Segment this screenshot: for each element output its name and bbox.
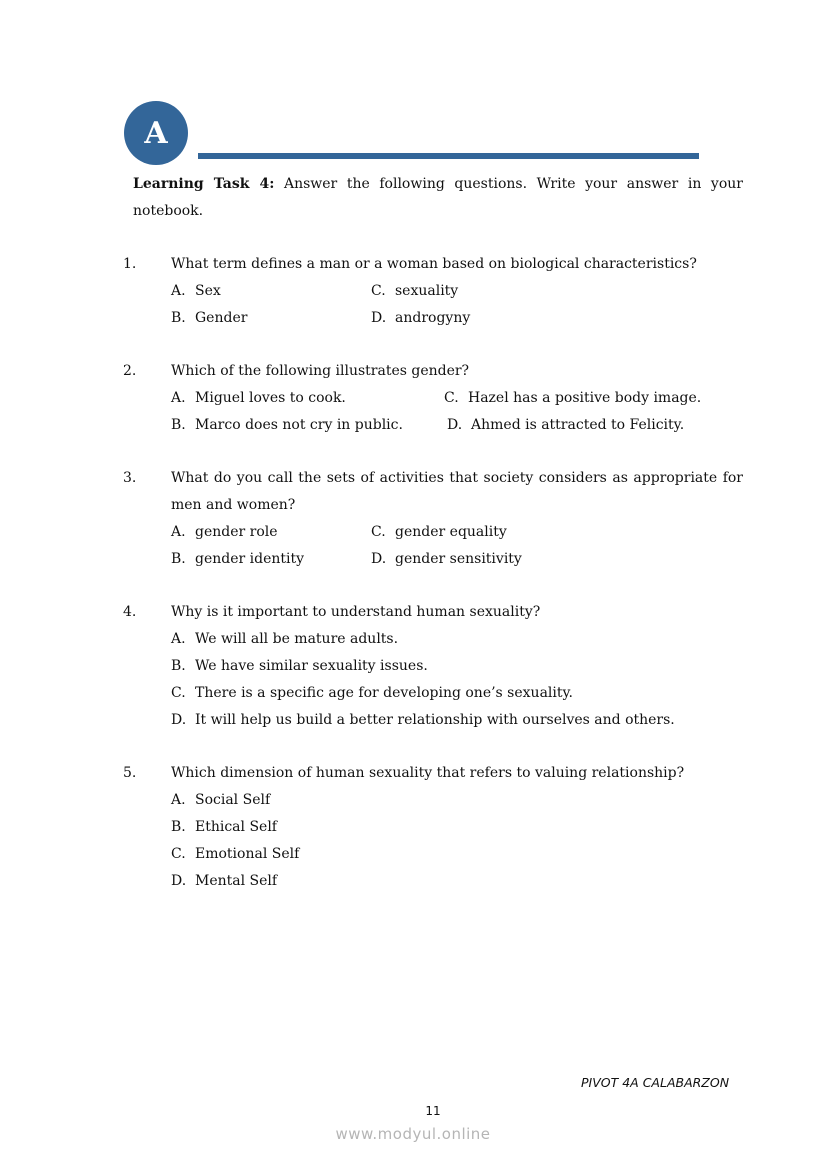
option-text: Sex <box>195 283 221 299</box>
question-number: 4. <box>123 604 137 620</box>
option-text: Emotional Self <box>195 846 300 862</box>
option-b <box>171 653 743 680</box>
option-text: gender role <box>195 524 278 540</box>
question-4 <box>123 599 743 734</box>
option-b <box>171 412 444 439</box>
option-letter: A. <box>171 390 186 406</box>
option-text: sexuality <box>395 283 459 299</box>
option-letter: D. <box>371 310 387 326</box>
question-number: 1. <box>123 256 137 272</box>
option-letter: C. <box>171 846 186 862</box>
option-letter: B. <box>171 310 186 326</box>
header-rule <box>198 153 699 159</box>
question-text: Which dimension of human sexuality that refers to valuing relationship? <box>171 765 685 781</box>
option-text: Gender <box>195 310 248 326</box>
option-text: Marco does not cry in public. <box>195 417 403 433</box>
question-list <box>123 251 743 921</box>
option-text: Social Self <box>195 792 271 808</box>
question-text: Why is it important to understand human sexuality? <box>171 604 541 620</box>
option-letter: A. <box>171 792 186 808</box>
option-text: gender sensitivity <box>395 551 522 567</box>
option-text: gender equality <box>395 524 507 540</box>
question-number: 2. <box>123 363 137 379</box>
option-letter: D. <box>447 417 463 433</box>
option-a <box>171 278 371 305</box>
task-instructions <box>133 171 743 225</box>
option-a <box>171 385 444 412</box>
option-b <box>171 546 371 573</box>
option-letter: D. <box>171 712 187 728</box>
option-text: There is a specific age for developing one’s sexuality. <box>195 685 573 701</box>
option-c <box>171 680 743 707</box>
question-number: 5. <box>123 765 137 781</box>
option-b <box>171 814 743 841</box>
option-d <box>171 707 743 734</box>
question-5 <box>123 760 743 895</box>
option-d <box>371 305 743 332</box>
option-text: Ahmed is attracted to Felicity. <box>471 417 685 433</box>
option-letter: D. <box>171 873 187 889</box>
option-a <box>171 519 371 546</box>
option-letter: A. <box>171 283 186 299</box>
option-text: Miguel loves to cook. <box>195 390 346 406</box>
badge-letter: A <box>144 115 168 151</box>
section-badge <box>124 101 188 165</box>
option-a <box>171 626 743 653</box>
option-text: It will help us build a better relationship with ourselves and others. <box>195 712 675 728</box>
option-text: androgyny <box>395 310 471 326</box>
option-text: Ethical Self <box>195 819 277 835</box>
option-c <box>371 519 743 546</box>
question-2 <box>123 358 743 439</box>
option-text: Hazel has a positive body image. <box>468 390 702 406</box>
option-c <box>371 278 743 305</box>
task-text: Answer the following questions. Write your answer in your notebook. <box>133 176 743 219</box>
option-letter: C. <box>371 283 386 299</box>
option-letter: B. <box>171 551 186 567</box>
option-text: We will all be mature adults. <box>195 631 399 647</box>
question-text: What term defines a man or a woman based on biological characteristics? <box>171 256 697 272</box>
option-letter: A. <box>171 524 186 540</box>
option-d <box>371 546 743 573</box>
task-label: Learning Task 4: <box>133 176 275 192</box>
option-letter: C. <box>371 524 386 540</box>
option-letter: B. <box>171 819 186 835</box>
question-text: Which of the following illustrates gender? <box>171 363 470 379</box>
option-c <box>444 385 743 412</box>
question-3 <box>123 465 743 573</box>
option-letter: C. <box>444 390 459 406</box>
watermark: www.modyul.online <box>335 1125 491 1143</box>
option-letter: B. <box>171 658 186 674</box>
option-letter: B. <box>171 417 186 433</box>
series-footer: PIVOT 4A CALABARZON <box>581 1075 730 1090</box>
option-text: We have similar sexuality issues. <box>195 658 428 674</box>
page-number: 11 <box>425 1104 441 1118</box>
option-a <box>171 787 743 814</box>
option-text: Mental Self <box>195 873 278 889</box>
option-d <box>444 412 743 439</box>
question-text: What do you call the sets of activities that society considers as appropriate for men and women? <box>171 470 743 513</box>
option-letter: A. <box>171 631 186 647</box>
option-letter: C. <box>171 685 186 701</box>
option-d <box>171 868 743 895</box>
question-1 <box>123 251 743 332</box>
option-text: gender identity <box>195 551 305 567</box>
option-b <box>171 305 371 332</box>
option-c <box>171 841 743 868</box>
question-number: 3. <box>123 470 137 486</box>
option-letter: D. <box>371 551 387 567</box>
